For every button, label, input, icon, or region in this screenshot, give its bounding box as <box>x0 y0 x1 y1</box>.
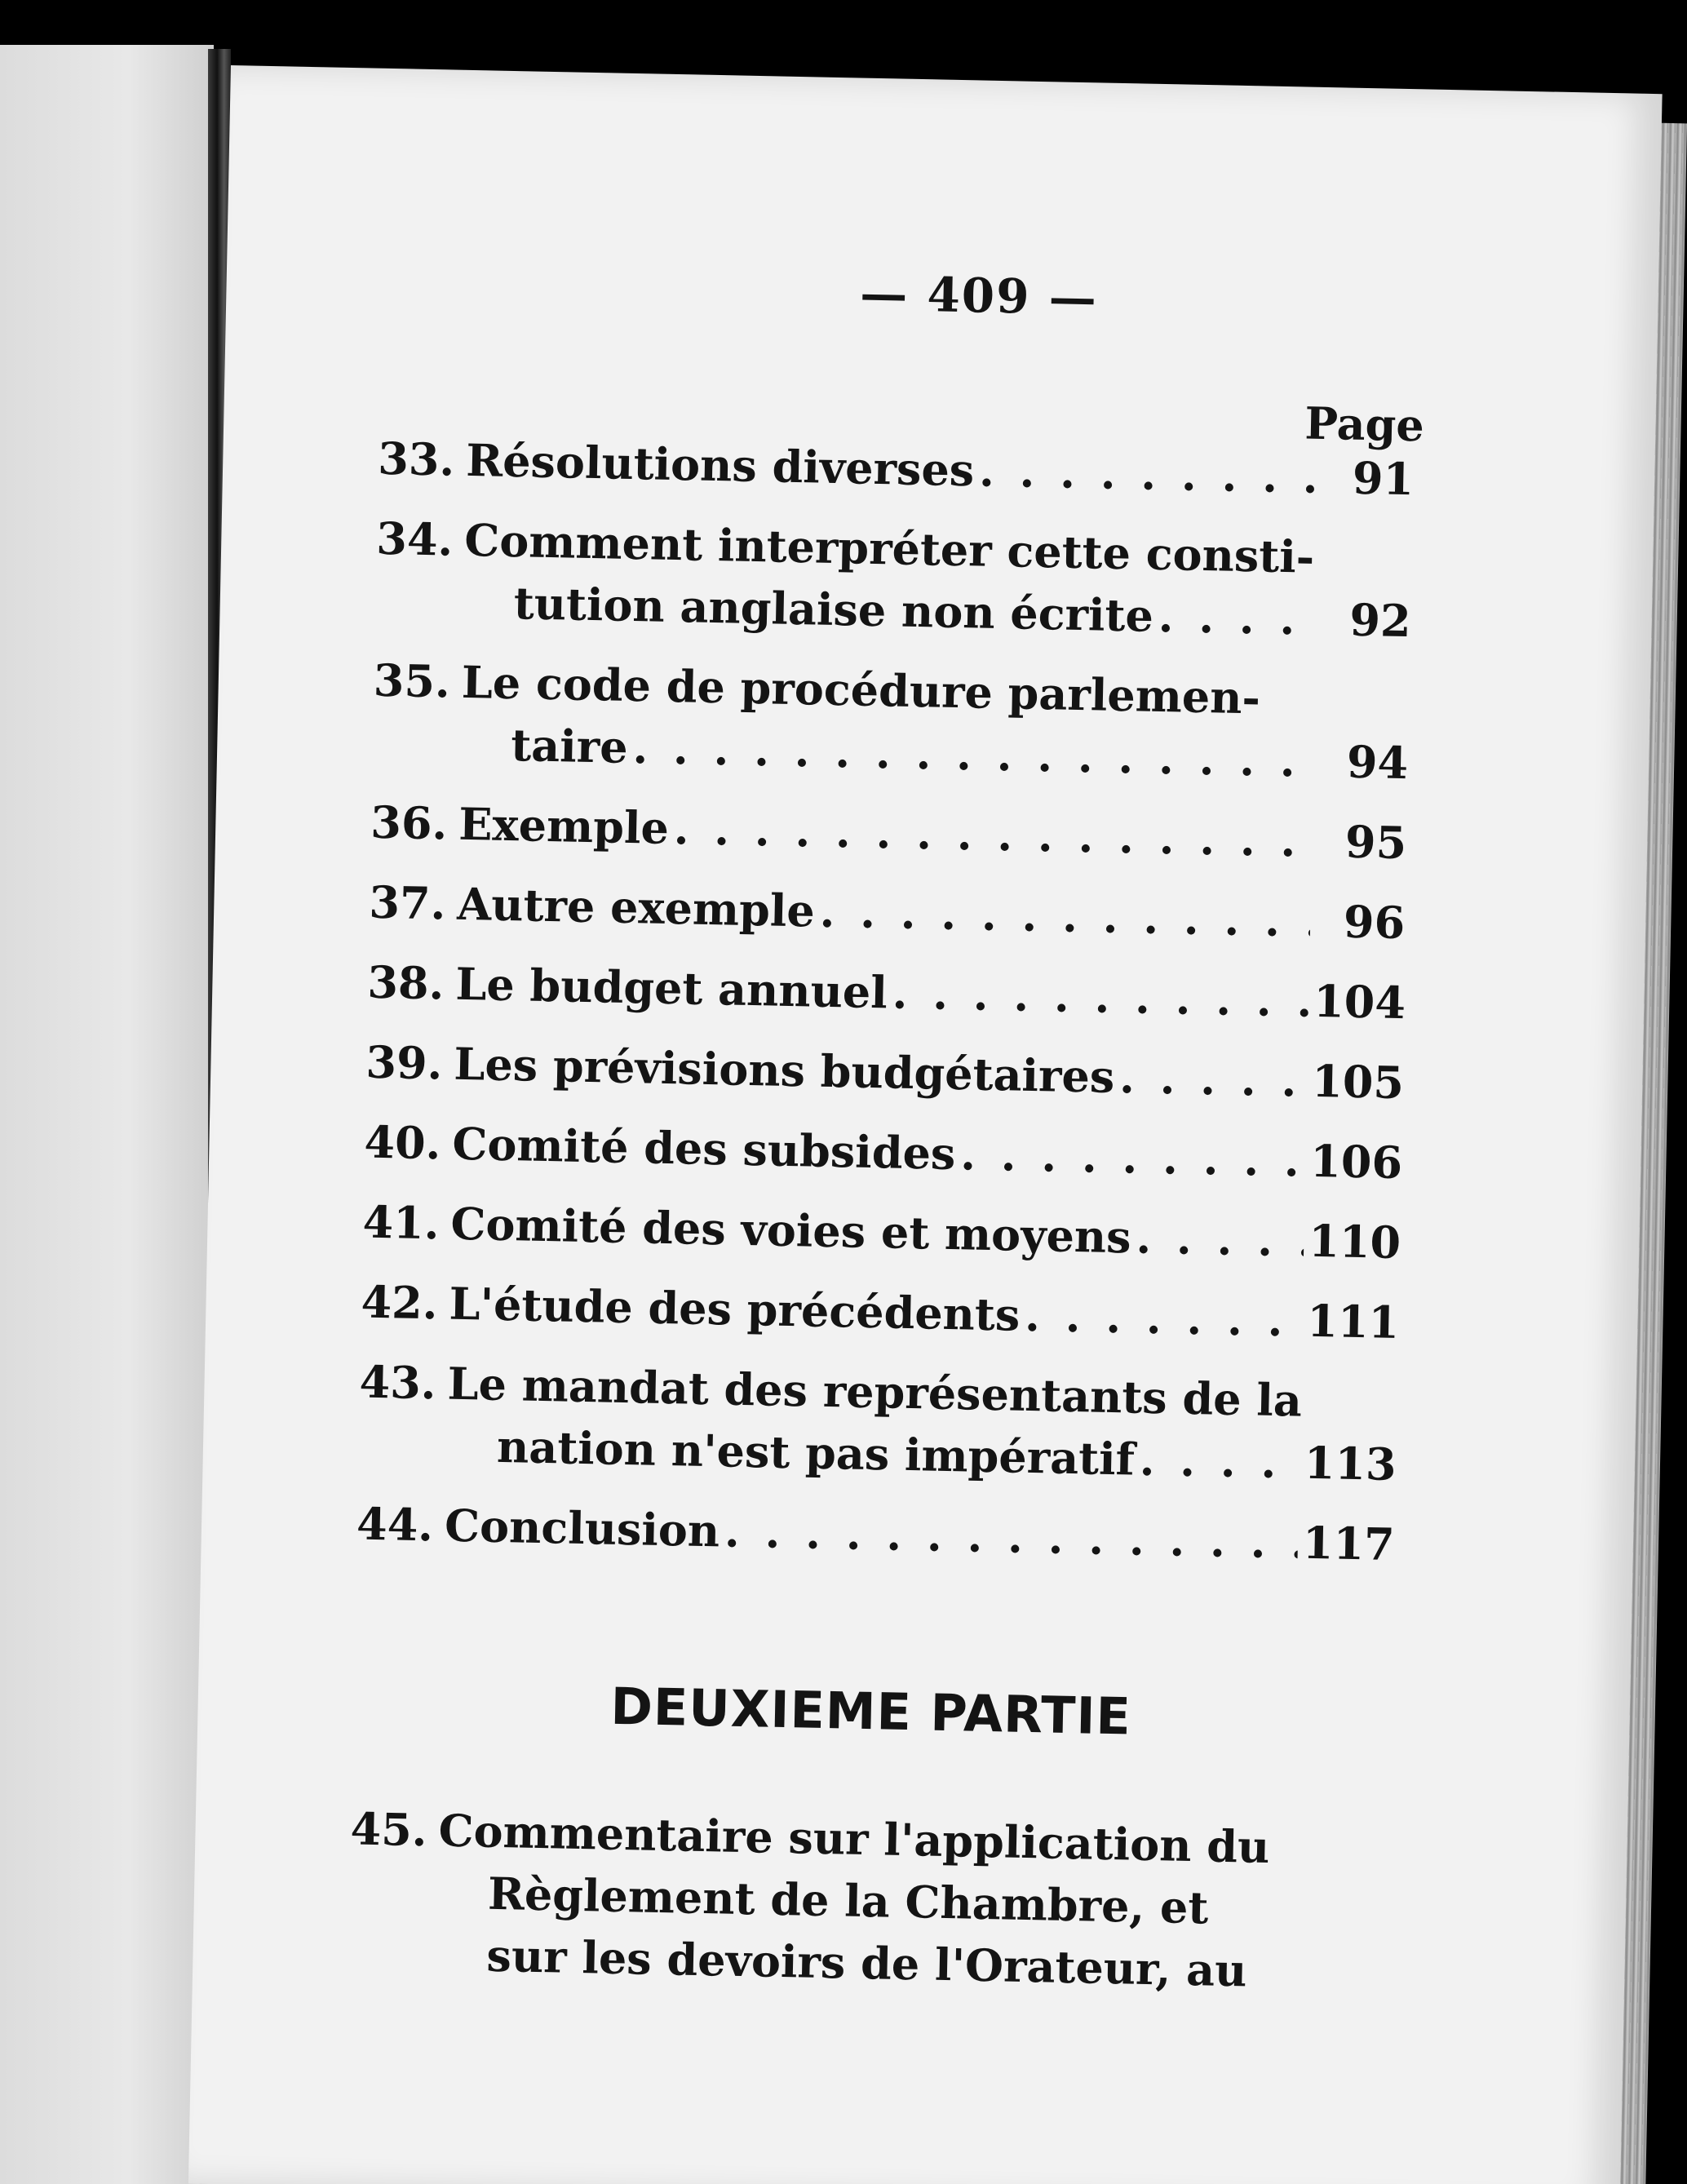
toc-entry-42 <box>360 1271 1400 1353</box>
toc-entry-title-continued: taire <box>510 719 629 773</box>
toc-entry-number: 43. <box>359 1355 437 1410</box>
toc-entry-number: 37. <box>368 875 447 930</box>
toc-entry-page: 91 <box>1352 451 1415 506</box>
toc-entry-37 <box>369 871 1406 954</box>
toc-entry-title-continued: sur les devoirs de l'Orateur, au <box>485 1929 1248 1997</box>
toc-entry-title: Le code de procédure parlemen- <box>461 655 1261 724</box>
table-of-contents <box>356 427 1415 1593</box>
toc-entry-page: 94 <box>1346 735 1409 790</box>
toc-entry-35 <box>372 649 1410 794</box>
leader-dots <box>978 440 1319 508</box>
toc-entry-number: 36. <box>370 795 448 850</box>
toc-entry-number: 38. <box>366 955 445 1010</box>
toc-entry-page: 104 <box>1313 974 1406 1030</box>
toc-entry-title: Commentaire sur l'application du <box>437 1804 1270 1873</box>
toc-entry-title: Conclusion <box>444 1499 720 1557</box>
toc-entry-title: Comité des subsides <box>451 1117 956 1181</box>
page-column-label: Page <box>1304 396 1425 452</box>
toc-entry-page: 111 <box>1306 1294 1400 1349</box>
toc-entry-title: Comité des voies et moyens <box>449 1197 1132 1264</box>
leader-dots <box>1118 1046 1308 1112</box>
toc-entry-39 <box>365 1031 1405 1114</box>
leader-dots <box>1136 1207 1304 1272</box>
toc-entry-41 <box>362 1191 1399 1274</box>
leader-dots <box>1139 1429 1300 1494</box>
toc-entry-page: 110 <box>1308 1214 1401 1269</box>
toc-entry-33 <box>378 427 1415 510</box>
leader-dots <box>892 962 1309 1032</box>
toc-entry-page: 92 <box>1348 593 1412 648</box>
toc-entry-number: 34. <box>375 512 454 566</box>
toc-entry-title: Exemple <box>458 797 670 854</box>
toc-entry-44 <box>356 1492 1396 1575</box>
toc-entry-34 <box>374 507 1413 652</box>
page-content <box>188 65 1663 2184</box>
left-page-edge <box>0 45 214 2184</box>
toc-entry-title: Les prévisions budgétaires <box>453 1037 1115 1103</box>
toc-entry-title: Résolutions diverses <box>465 433 975 497</box>
toc-entry-title: Le budget annuel <box>454 957 888 1019</box>
toc-entry-number: 45. <box>350 1802 428 1857</box>
toc-entry-number: 35. <box>373 653 451 708</box>
toc-entry-title-continued: tution anglaise non écrite <box>513 577 1154 642</box>
toc-entry-title-continued: nation n'est pas impératif <box>496 1420 1136 1486</box>
toc-entry-title: Le mandat des représentants de la <box>446 1357 1303 1427</box>
toc-entry-40 <box>364 1111 1401 1194</box>
toc-entry-page: 117 <box>1302 1516 1396 1570</box>
toc-entry-36 <box>370 791 1407 874</box>
toc-entry-page: 106 <box>1309 1134 1403 1189</box>
toc-entry-45 <box>348 1797 1387 2004</box>
toc-entry-number: 41. <box>361 1195 441 1250</box>
toc-entry-number: 33. <box>377 432 455 486</box>
toc-entry-page: 105 <box>1311 1054 1405 1110</box>
toc-entry-number: 44. <box>356 1497 434 1552</box>
leader-dots <box>1158 585 1317 650</box>
toc-entry-number: 39. <box>365 1035 444 1090</box>
right-page <box>188 65 1663 2184</box>
part-two-toc <box>347 1797 1387 2022</box>
section-heading: DEUXIEME PARTIE <box>609 1676 1132 1747</box>
toc-entry-number: 42. <box>360 1275 439 1330</box>
toc-entry-title: L'étude des précédents <box>448 1277 1021 1341</box>
toc-entry-38 <box>367 951 1404 1034</box>
leader-dots <box>673 797 1313 872</box>
toc-entry-43 <box>357 1350 1396 1495</box>
toc-entry-page: 95 <box>1344 815 1407 870</box>
toc-entry-page: 96 <box>1343 895 1406 950</box>
toc-entry-title: Autre exemple <box>456 877 816 937</box>
toc-entry-title: Comment interpréter cette consti- <box>463 513 1315 583</box>
page-number: — 409 — <box>859 265 1099 326</box>
leader-dots <box>819 880 1311 952</box>
leader-dots <box>632 716 1314 792</box>
toc-entry-page: 113 <box>1304 1436 1397 1491</box>
toc-entry-title-continued: Règlement de la Chambre, et <box>487 1867 1209 1934</box>
leader-dots <box>724 1500 1298 1574</box>
leader-dots <box>1025 1284 1304 1352</box>
leader-dots <box>960 1123 1307 1191</box>
toc-entry-number: 40. <box>363 1115 442 1170</box>
